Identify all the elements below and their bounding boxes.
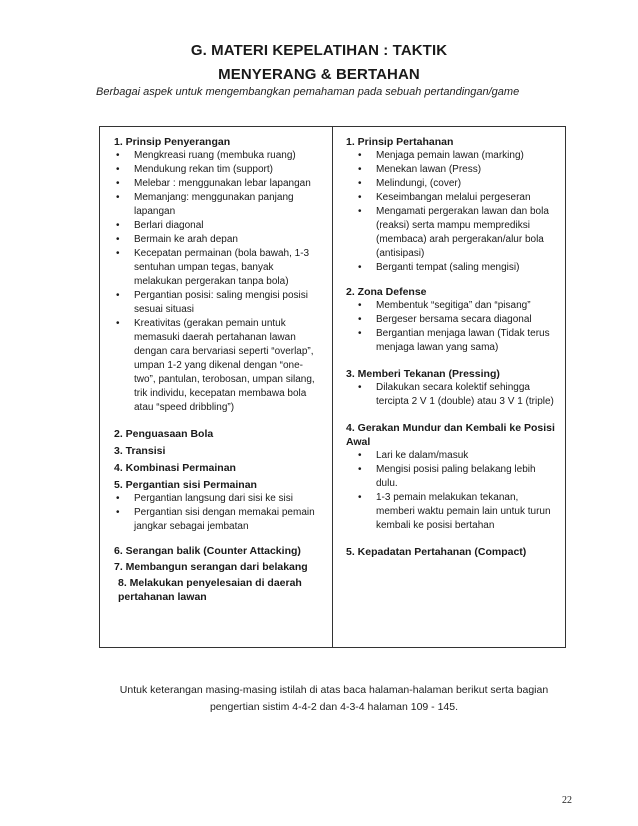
list-item: • Membentuk “segitiga” dan “pisang” [346,299,558,313]
content-table [99,126,566,648]
list-prinsip-penyerangan [114,149,324,415]
page-number: 22 [562,795,572,806]
list-item: • Memanjang: menggunakan panjang lapangan [114,191,324,219]
list-item: • Pergantian posisi: saling mengisi posisi sesuai situasi [114,289,324,317]
list-item: • Mendukung rekan tim (support) [114,163,324,177]
heading-serangan-balik: 6. Serangan balik (Counter Attacking) [114,545,301,557]
list-item: • Bergeser bersama secara diagonal [346,313,558,327]
heading-gerakan-mundur: 4. Gerakan Mundur dan Kembali ke Posisi Awal [346,422,555,448]
list-item: • Kreativitas (gerakan pemain untuk memasuki daerah pertahanan lawan dengan cara bervariasi seperti “overlap”, umpan 1-2 yang dikenal dengan “one-two”, pantulan, terobosan, umpan silang, trik individu, kecepatan membawa bola atau “speed dribbling”) [114,317,324,415]
right-column [346,135,558,559]
footer-line-1: Untuk keterangan masing-masing istilah di atas baca halaman-halaman berikut serta bagian [119,684,549,696]
list-item: • 1-3 pemain melakukan tekanan, memberi waktu pemain lain untuk turun kembali ke posisi bertahan [346,491,558,533]
list-item: • Pergantian langsung dari sisi ke sisi [114,492,324,506]
list-item: • Bermain ke arah depan [114,233,324,247]
list-item: • Berlari diagonal [114,219,324,233]
title-line-1: G. MATERI KEPELATIHAN : TAKTIK [190,42,448,59]
list-item: • Mengisi posisi paling belakang lebih dulu. [346,463,558,491]
left-column [114,135,324,604]
list-item: • Melebar : menggunakan lebar lapangan [114,177,324,191]
heading-kombinasi-permainan: 4. Kombinasi Permainan [114,462,236,474]
list-item: • Melindungi, (cover) [346,177,558,191]
heading-penyelesaian: 8. Melakukan penyelesaian di daerah pertahanan lawan [118,577,302,603]
list-item: • Dilakukan secara kolektif sehingga tercipta 2 V 1 (double) atau 3 V 1 (triple) [346,381,558,409]
list-item: • Menjaga pemain lawan (marking) [346,149,558,163]
list-item: • Mengkreasi ruang (membuka ruang) [114,149,324,163]
list-item: • Kecepatan permainan (bola bawah, 1-3 sentuhan umpan tegas, banyak melakukan pergerakan tanpa bola) [114,247,324,289]
heading-kepadatan-pertahanan: 5. Kepadatan Pertahanan (Compact) [346,546,527,558]
list-item: • Menekan lawan (Press) [346,163,558,177]
footer-line-2: pengertian sistim 4-4-2 dan 4-3-4 halaman 109 - 145. [209,701,459,713]
list-item: • Mengamati pergerakan lawan dan bola (reaksi) serta mampu memprediksi (membaca) arah pergerakan/alur bola (antisipasi) [346,205,558,261]
heading-prinsip-pertahanan: 1. Prinsip Pertahanan [346,136,454,148]
title-line-2: MENYERANG & BERTAHAN [218,66,420,83]
list-item: • Lari ke dalam/masuk [346,449,558,463]
list-prinsip-pertahanan [346,149,558,275]
list-pressing [346,381,558,409]
list-item: • Berganti tempat (saling mengisi) [346,261,558,275]
heading-zona-defense: 2. Zona Defense [346,286,427,298]
heading-transisi: 3. Transisi [114,445,166,457]
column-divider [332,127,333,647]
list-item: • Bergantian menjaga lawan (Tidak terus menjaga lawan yang sama) [346,327,558,355]
heading-pressing: 3. Memberi Tekanan (Pressing) [346,368,500,380]
heading-penguasaan-bola: 2. Penguasaan Bola [114,428,214,440]
list-item: • Pergantian sisi dengan memakai pemain jangkar sebagai jembatan [114,506,324,534]
list-item: • Keseimbangan melalui pergeseran [346,191,558,205]
footer-note [99,682,569,716]
list-pergantian-sisi [114,492,324,534]
list-zona-defense [346,299,558,355]
list-gerakan-mundur [346,449,558,533]
heading-prinsip-penyerangan: 1. Prinsip Penyerangan [114,136,231,148]
heading-membangun-serangan: 7. Membangun serangan dari belakang [114,561,308,573]
heading-pergantian-sisi: 5. Pergantian sisi Permainan [114,479,257,491]
subtitle: Berbagai aspek untuk mengembangkan pemahaman pada sebuah pertandingan/game [96,86,520,98]
